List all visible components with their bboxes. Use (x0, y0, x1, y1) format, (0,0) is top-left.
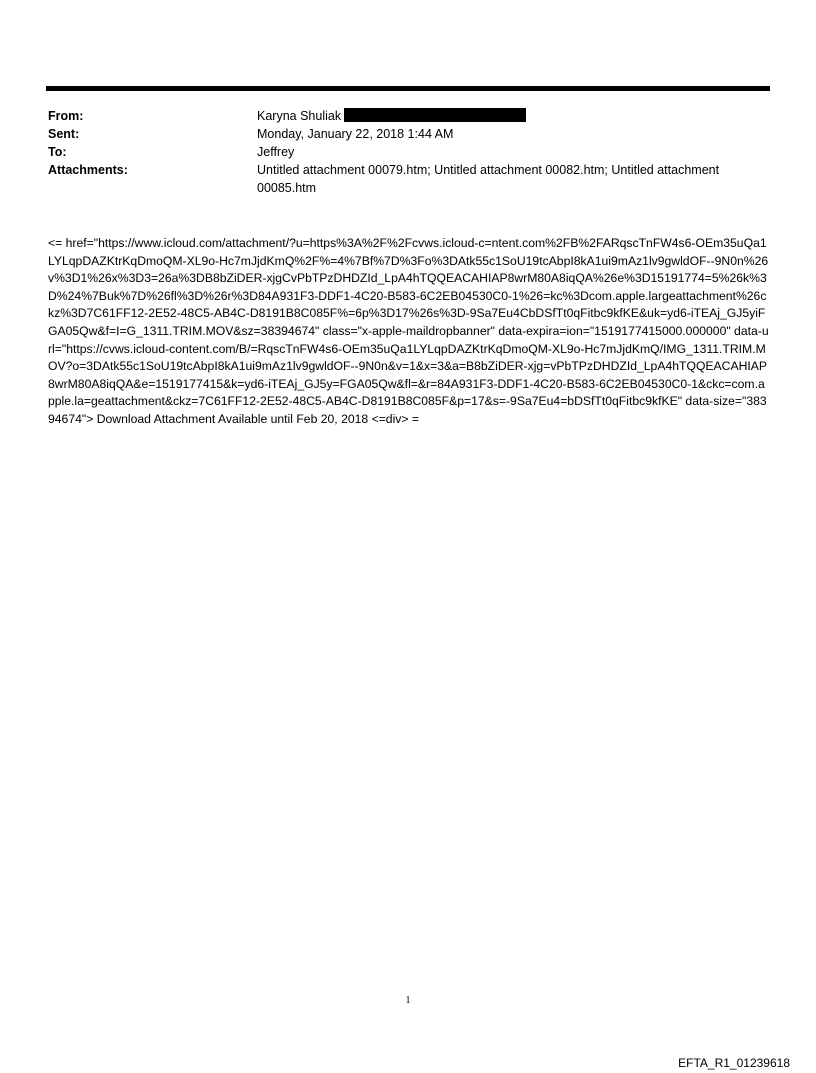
from-value (257, 107, 769, 125)
attachments-value: Untitled attachment 00079.htm; Untitled attachment 00082.htm; Untitled attachment 00085.htm (257, 163, 720, 195)
email-body-text: <= href="https://www.icloud.com/attachment/?u=https%3A%2F%2Fcvws.icloud-c=ntent.com%2FB%2FARqscTnFW4s6-OEm35uQa1LYLqpDAZKtrKqDmoQM-XL9o-Hc7mJjdKmQ%2F%=4%7Bf%7D%3Fo%3DAtk55c1SoU19tcAbpI8kA1ui9mAz1lv9gwldOF--9N0n%26v%3D1%26x%3D3=26a%3DB8bZiDER-xjgCvPbTPzDHDZId_LpA4hTQQEACAHIAP8wrM80A8iqQA%26e%3D15191774=5%26k%3D%24%7Buk%7D%26fl%3D%26r%3D84A931F3-DDF1-4C20-B583-6C2EB04530C0-1%26=kc%3Dcom.apple.largeattachment%26ckz%3D7C61FF12-2E52-48C5-AB4C-D8191B8C085F%=6p%3D17%26s%3D-9Sa7Eu4CbDSfTt0qFitbc9kfKE&uk=yd6-iTEAj_GJ5yiFGA05Qw&f=I=G_1311.TRIM.MOV&sz=38394674" class="x-apple-maildropbanner" data-expira=ion="1519177415000.000000" data-url="https://cvws.icloud-content.com/B/=RqscTnFW4s6-OEm35uQa1LYLqpDAZKtrKqDmoQM-XL9o-Hc7mJjdKmQ/IMG_1311.TRIM.MOV?o=3DAtk55c1SoU19tcAbpI8kA1ui9mAz1lv9gwldOF--9N0n&v=1&x=3&a=B8bZiDER-xjg=vPbTPzDHDZId_LpA4hTQQEACAHIAP8wrM80A8iqQA&e=1519177415&k=yd6-iTEAj_GJ5y=FGA05Qw&fl=&r=84A931F3-DDF1-4C20-B583-6C2EB04530C0-1&ckc=com.apple.la=geattachment&ckz=7C61FF12-2E52-48C5-AB4C-D8191B8C085F&p=17&s=-9Sa7Eu4=bDSfTt0qFitbc9kfKE" data-size="38394674"> Download Attachment Available until Feb 20, 2018 <=div> = (48, 236, 769, 426)
sender-name: Karyna Shuliak (257, 109, 342, 123)
from-label: From: (48, 109, 84, 123)
header-divider-rule (46, 86, 770, 91)
to-label: To: (48, 145, 67, 159)
to-value: Jeffrey (257, 145, 295, 159)
page-number: 1 (405, 995, 411, 1006)
bates-number: EFTA_R1_01239618 (678, 1056, 790, 1070)
sent-value: Monday, January 22, 2018 1:44 AM (257, 127, 454, 141)
redaction-bar (344, 108, 526, 122)
attachments-label: Attachments: (48, 163, 128, 177)
sent-label: Sent: (48, 127, 80, 141)
